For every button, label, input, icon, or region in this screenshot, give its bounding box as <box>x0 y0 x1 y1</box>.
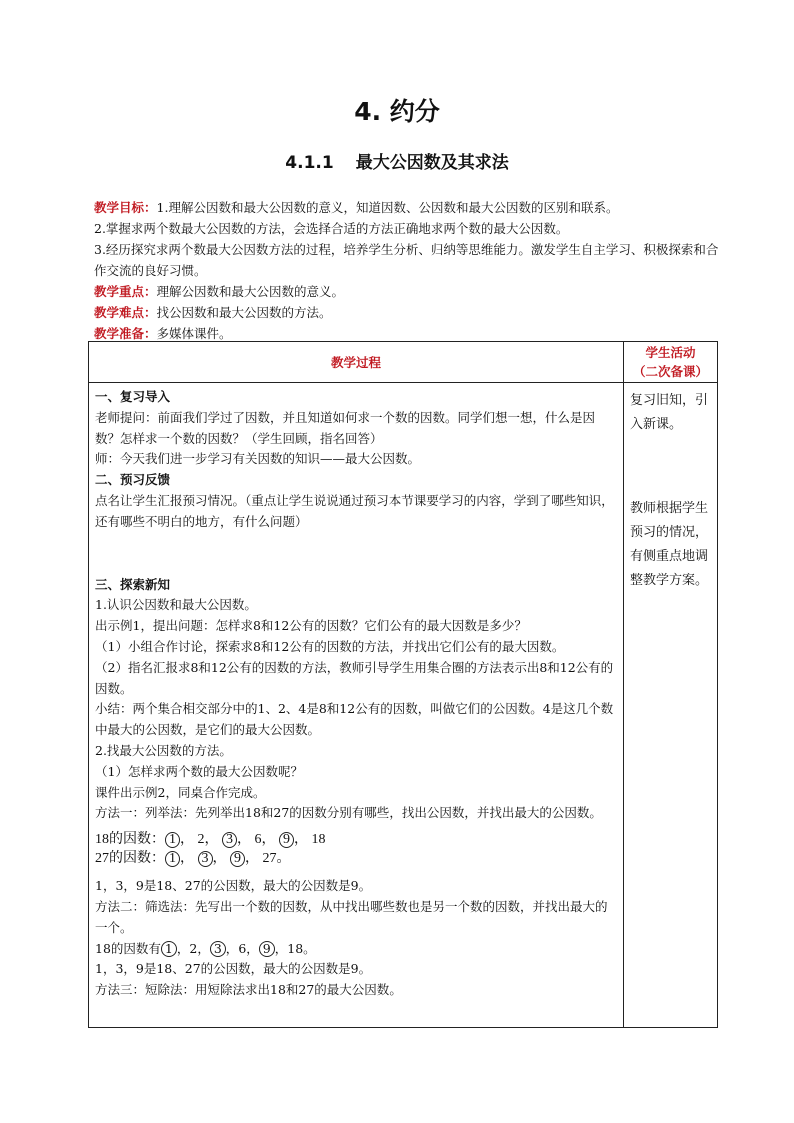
section2-title: 二、预习反馈 <box>95 472 171 488</box>
difficulty-label: 教学难点： <box>94 305 157 320</box>
factor-item: 3 <box>210 941 226 957</box>
factor-item: 2 <box>189 940 198 956</box>
factor-item: 9 <box>230 851 245 867</box>
prep-label: 教学准备： <box>94 326 157 341</box>
subtitle-number: 4.1.1 <box>285 153 334 173</box>
factor-item: 1 <box>161 941 177 957</box>
s3-line12 <box>95 939 619 960</box>
page-title: 4. 约分 <box>354 97 440 126</box>
header-activity <box>624 342 718 383</box>
factor-item: 3 <box>198 851 213 867</box>
section1-title: 一、复习导入 <box>95 389 171 404</box>
factor-item: 1 <box>165 851 180 867</box>
s3-line3: （1）小组合作讨论，探索求8和12公有的因数的方法，并找出它们公有的最大因数。 <box>95 638 565 654</box>
section1-p2: 师：今天我们进一步学习有关因数的知识——最大公因数。 <box>95 451 421 467</box>
s3-line2: 出示例1，提出问题：怎样求8和12公有的因数？它们公有的最大因数是多少？ <box>95 618 527 634</box>
goal-3: 3.经历探究求两个数最大公因数方法的过程，培养学生分析、归纳等思维能力。激发学生自主学习、积极探索和合作交流的良好习惯。 <box>94 242 719 278</box>
key-point <box>94 281 724 302</box>
s3-line8: 课件出示例2，同桌合作完成。 <box>95 784 266 800</box>
side-note-1: 复习旧知，引入新课。 <box>630 393 709 432</box>
section3-title: 三、探索新知 <box>95 576 171 592</box>
s3-line6: 2.找最大公因数的方法。 <box>95 742 232 758</box>
factors-18-list: 1 ， 2， 3 ， 6， 9 ， 18 <box>165 832 326 847</box>
factors-27-label: 27的因数： <box>95 851 165 867</box>
process-content <box>89 383 624 1028</box>
factor-item: 27 <box>262 851 277 867</box>
factor-item: 2 <box>197 832 205 848</box>
goal-1: 1.理解公因数和最大公因数的意义，知道因数、公因数和最大公因数的区别和联系。 <box>156 200 619 215</box>
s3-line11: 方法二：筛选法：先写出一个数的因数，从中找出哪些数也是另一个数的因数，并找出最大的一个。 <box>95 898 608 935</box>
factor-item: 9 <box>259 941 275 957</box>
factor-item: 18 <box>287 940 304 956</box>
header-activity-line1: 学生活动 <box>645 345 696 360</box>
goal-2: 2.掌握求两个数最大公因数的方法，会选择合适的方法正确地求两个数的最大公因数。 <box>94 221 569 236</box>
s3-line12-prefix: 18的因数有 <box>95 940 161 956</box>
header-activity-line2: （二次备课） <box>632 364 708 379</box>
key-label: 教学重点： <box>94 284 157 299</box>
header-process: 教学过程 <box>89 342 624 383</box>
side-note-2: 教师根据学生预习的情况，有侧重点地调整教学方案。 <box>630 501 709 588</box>
s3-line4: （2）指名汇报求8和12公有的因数的方法，教师引导学生用集合圈的方法表示出8和12公有的因数。 <box>95 659 614 696</box>
s3-line13: 1，3，9是18、27的公因数，最大的公因数是9。 <box>95 961 372 977</box>
section2-p1: 点名让学生汇报预习情况。（重点让学生说说通过预习本节课要学习的内容，学到了哪些知识，还有哪些不明白的地方，有什么问题） <box>95 492 614 529</box>
s3-line1: 1.认识公因数和最大公因数。 <box>95 597 257 613</box>
s3-line7: （1）怎样求两个数的最大公因数呢？ <box>95 763 303 779</box>
prep-text: 多媒体课件。 <box>156 326 232 341</box>
key-text: 理解公因数和最大公因数的意义。 <box>156 284 345 299</box>
s3-line10: 1，3，9是18、27的公因数，最大的公因数是9。 <box>95 878 372 894</box>
factor-diagram <box>95 830 619 868</box>
factors-18-row <box>95 830 619 849</box>
section1-p1: 老师提问：前面我们学过了因数，并且知道如何求一个数的因数。同学们想一想，什么是因数？怎样求一个数的因数？（学生回顾，指名回答） <box>95 409 596 446</box>
difficulty-text: 找公因数和最大公因数的方法。 <box>156 305 332 320</box>
goal-label: 教学目标： <box>94 200 157 215</box>
s3-line12-list: 1 ，2， 3 ，6， 9 ，18。 <box>161 941 316 956</box>
s3-line5: 小结：两个集合相交部分中的1、2、4是8和12公有的因数，叫做它们的公因数。4是这几个数中最大的公因数，是它们的最大公因数。 <box>95 701 614 738</box>
factor-item: 9 <box>279 832 294 848</box>
factor-item: 1 <box>165 832 180 848</box>
factors-27-row <box>95 849 619 868</box>
subtitle-text: 最大公因数及其求法 <box>355 153 509 173</box>
goal-line-1 <box>94 197 724 218</box>
factors-18-label: 18的因数： <box>95 832 165 848</box>
factor-item: 18 <box>311 832 326 848</box>
teaching-objectives <box>94 197 724 344</box>
section-subtitle <box>0 148 794 173</box>
lesson-table <box>88 341 718 1028</box>
activity-content <box>624 383 718 1028</box>
factors-27-list: 1 ， 3 ， 9 ， 27。 <box>165 851 291 866</box>
s3-line9: 方法一：列举法：先列举出18和27的因数分别有哪些，找出公因数，并找出最大的公因数。 <box>95 805 602 821</box>
s3-line14: 方法三：短除法：用短除法求出18和27的最大公因数。 <box>95 982 402 998</box>
factor-item: 6 <box>254 832 262 848</box>
factor-item: 6 <box>238 940 247 956</box>
difficulty-point <box>94 302 724 323</box>
factor-item: 3 <box>222 832 237 848</box>
